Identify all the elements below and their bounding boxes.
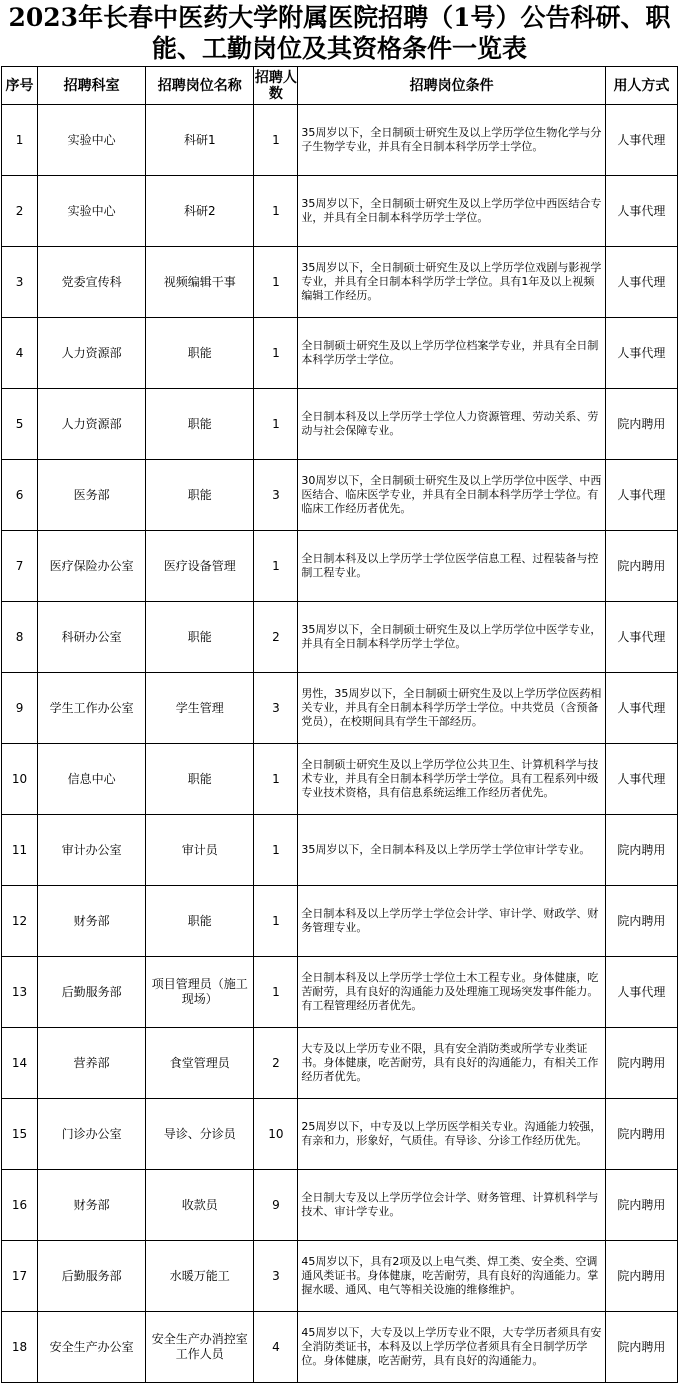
header-no: 序号: [2, 67, 38, 105]
header-post: 招聘岗位名称: [146, 67, 254, 105]
cell-post: 食堂管理员: [146, 1028, 254, 1099]
cell-count: 1: [254, 886, 298, 957]
cell-count: 10: [254, 1099, 298, 1170]
cell-cond: 45周岁以下，大专及以上学历专业不限，大专学历者须具有安全消防类证书，本科及以上学历学位者须具有全日制学历学位。身体健康，吃苦耐劳，具有良好的沟通能力。: [298, 1312, 605, 1383]
cell-dept: 党委宣传科: [38, 247, 146, 318]
cell-mode: 院内聘用: [605, 815, 677, 886]
cell-dept: 人力资源部: [38, 318, 146, 389]
cell-count: 3: [254, 673, 298, 744]
header-row: [2, 67, 678, 105]
cell-cond: 35周岁以下，全日制本科及以上学历学士学位审计学专业。: [298, 815, 605, 886]
cell-dept: 实验中心: [38, 105, 146, 176]
cell-cond: 男性，35周岁以下，全日制硕士研究生及以上学历学位医药相关专业，并具有全日制本科学历学士学位。中共党员（含预备党员），在校期间具有学生干部经历。: [298, 673, 605, 744]
cell-mode: 院内聘用: [605, 531, 677, 602]
cell-no: 8: [2, 602, 38, 673]
table-row: [2, 673, 678, 744]
cell-no: 12: [2, 886, 38, 957]
cell-cond: 全日制本科及以上学历学士学位土木工程专业。身体健康，吃苦耐劳，具有良好的沟通能力及处理施工现场突发事件能力。有工程管理经历者优先。: [298, 957, 605, 1028]
cell-dept: 后勤服务部: [38, 957, 146, 1028]
cell-post: 审计员: [146, 815, 254, 886]
cell-count: 2: [254, 602, 298, 673]
cell-mode: 院内聘用: [605, 1028, 677, 1099]
cell-count: 1: [254, 389, 298, 460]
cell-no: 15: [2, 1099, 38, 1170]
page-title: 2023年长春中医药大学附属医院招聘（1号）公告科研、职能、工勤岗位及其资格条件一览表: [8, 3, 671, 63]
cell-post: 学生管理: [146, 673, 254, 744]
cell-post: 职能: [146, 318, 254, 389]
cell-no: 11: [2, 815, 38, 886]
recruitment-table: [1, 66, 678, 1383]
cell-cond: 全日制硕士研究生及以上学历学位公共卫生、计算机科学与技术专业，并具有全日制本科学历学士学位。具有工程系列中级专业技术资格，具有信息系统运维工作经历者优先。: [298, 744, 605, 815]
table-row: [2, 886, 678, 957]
cell-dept: 门诊办公室: [38, 1099, 146, 1170]
cell-cond: 大专及以上学历专业不限，具有安全消防类或所学专业类证书。身体健康，吃苦耐劳，具有良好的沟通能力，有相关工作经历者优先。: [298, 1028, 605, 1099]
table-row: [2, 815, 678, 886]
cell-mode: 人事代理: [605, 318, 677, 389]
cell-dept: 学生工作办公室: [38, 673, 146, 744]
cell-count: 1: [254, 531, 298, 602]
cell-mode: 人事代理: [605, 673, 677, 744]
cell-mode: 院内聘用: [605, 389, 677, 460]
cell-no: 2: [2, 176, 38, 247]
cell-dept: 人力资源部: [38, 389, 146, 460]
cell-no: 6: [2, 460, 38, 531]
cell-mode: 院内聘用: [605, 1170, 677, 1241]
cell-no: 7: [2, 531, 38, 602]
cell-cond: 30周岁以下，全日制硕士研究生及以上学历学位中医学、中西医结合、临床医学专业，并具有全日制本科学历学士学位。有临床工作经历者优先。: [298, 460, 605, 531]
cell-post: 视频编辑干事: [146, 247, 254, 318]
cell-count: 1: [254, 744, 298, 815]
cell-dept: 医务部: [38, 460, 146, 531]
table-row: [2, 1241, 678, 1312]
cell-count: 1: [254, 176, 298, 247]
table-row: [2, 460, 678, 531]
header-cond: 招聘岗位条件: [298, 67, 605, 105]
cell-count: 9: [254, 1170, 298, 1241]
table-row: [2, 1099, 678, 1170]
cell-mode: 院内聘用: [605, 1241, 677, 1312]
cell-mode: 人事代理: [605, 744, 677, 815]
cell-cond: 35周岁以下，全日制硕士研究生及以上学历学位戏剧与影视学专业，并具有全日制本科学历学士学位。具有1年及以上视频编辑工作经历。: [298, 247, 605, 318]
cell-count: 4: [254, 1312, 298, 1383]
cell-post: 职能: [146, 886, 254, 957]
cell-no: 3: [2, 247, 38, 318]
cell-cond: 35周岁以下，全日制硕士研究生及以上学历学位生物化学与分子生物学专业，并具有全日制本科学历学士学位。: [298, 105, 605, 176]
cell-post: 水暖万能工: [146, 1241, 254, 1312]
cell-count: 2: [254, 1028, 298, 1099]
cell-no: 5: [2, 389, 38, 460]
cell-cond: 全日制硕士研究生及以上学历学位档案学专业，并具有全日制本科学历学士学位。: [298, 318, 605, 389]
header-count: 招聘人数: [254, 67, 298, 105]
table-row: [2, 1312, 678, 1383]
cell-mode: 院内聘用: [605, 1312, 677, 1383]
cell-dept: 财务部: [38, 1170, 146, 1241]
cell-mode: 人事代理: [605, 176, 677, 247]
cell-post: 职能: [146, 744, 254, 815]
cell-count: 1: [254, 318, 298, 389]
cell-mode: 院内聘用: [605, 886, 677, 957]
cell-post: 项目管理员（施工现场）: [146, 957, 254, 1028]
cell-mode: 人事代理: [605, 602, 677, 673]
table-row: [2, 602, 678, 673]
cell-post: 医疗设备管理: [146, 531, 254, 602]
cell-cond: 全日制本科及以上学历学士学位人力资源管理、劳动关系、劳动与社会保障专业。: [298, 389, 605, 460]
cell-count: 3: [254, 460, 298, 531]
cell-cond: 35周岁以下，全日制硕士研究生及以上学历学位中医学专业，并具有全日制本科学历学士学位。: [298, 602, 605, 673]
cell-cond: 25周岁以下，中专及以上学历医学相关专业。沟通能力较强，有亲和力，形象好，气质佳。有导诊、分诊工作经历优先。: [298, 1099, 605, 1170]
cell-no: 18: [2, 1312, 38, 1383]
cell-mode: 院内聘用: [605, 1099, 677, 1170]
cell-cond: 35周岁以下，全日制硕士研究生及以上学历学位中西医结合专业，并具有全日制本科学历学士学位。: [298, 176, 605, 247]
cell-post: 职能: [146, 460, 254, 531]
cell-no: 17: [2, 1241, 38, 1312]
table-row: [2, 957, 678, 1028]
cell-post: 安全生产办消控室工作人员: [146, 1312, 254, 1383]
cell-mode: 人事代理: [605, 247, 677, 318]
cell-no: 14: [2, 1028, 38, 1099]
table-row: [2, 1170, 678, 1241]
cell-no: 10: [2, 744, 38, 815]
cell-count: 1: [254, 957, 298, 1028]
header-mode: 用人方式: [605, 67, 677, 105]
cell-cond: 全日制大专及以上学历学位会计学、财务管理、计算机科学与技术、审计学专业。: [298, 1170, 605, 1241]
cell-post: 职能: [146, 389, 254, 460]
cell-dept: 后勤服务部: [38, 1241, 146, 1312]
table-row: [2, 105, 678, 176]
cell-cond: 45周岁以下，具有2项及以上电气类、焊工类、安全类、空调通风类证书。身体健康，吃苦耐劳，具有良好的沟通能力。掌握水暖、通风、电气等相关设施的维修维护。: [298, 1241, 605, 1312]
table-row: [2, 318, 678, 389]
cell-cond: 全日制本科及以上学历学士学位会计学、审计学、财政学、财务管理专业。: [298, 886, 605, 957]
cell-post: 收款员: [146, 1170, 254, 1241]
table-row: [2, 744, 678, 815]
cell-cond: 全日制本科及以上学历学士学位医学信息工程、过程装备与控制工程专业。: [298, 531, 605, 602]
cell-count: 1: [254, 247, 298, 318]
header-dept: 招聘科室: [38, 67, 146, 105]
cell-post: 科研2: [146, 176, 254, 247]
cell-count: 1: [254, 105, 298, 176]
cell-mode: 人事代理: [605, 105, 677, 176]
cell-dept: 财务部: [38, 886, 146, 957]
cell-count: 1: [254, 815, 298, 886]
cell-no: 13: [2, 957, 38, 1028]
cell-dept: 信息中心: [38, 744, 146, 815]
cell-post: 科研1: [146, 105, 254, 176]
cell-no: 9: [2, 673, 38, 744]
cell-dept: 营养部: [38, 1028, 146, 1099]
cell-post: 导诊、分诊员: [146, 1099, 254, 1170]
table-row: [2, 389, 678, 460]
cell-dept: 审计办公室: [38, 815, 146, 886]
cell-dept: 实验中心: [38, 176, 146, 247]
cell-mode: 人事代理: [605, 460, 677, 531]
cell-mode: 人事代理: [605, 957, 677, 1028]
table-row: [2, 247, 678, 318]
cell-no: 16: [2, 1170, 38, 1241]
table-row: [2, 176, 678, 247]
cell-dept: 安全生产办公室: [38, 1312, 146, 1383]
table-row: [2, 531, 678, 602]
table-row: [2, 1028, 678, 1099]
cell-no: 4: [2, 318, 38, 389]
cell-count: 3: [254, 1241, 298, 1312]
cell-post: 职能: [146, 602, 254, 673]
cell-dept: 科研办公室: [38, 602, 146, 673]
cell-no: 1: [2, 105, 38, 176]
cell-dept: 医疗保险办公室: [38, 531, 146, 602]
